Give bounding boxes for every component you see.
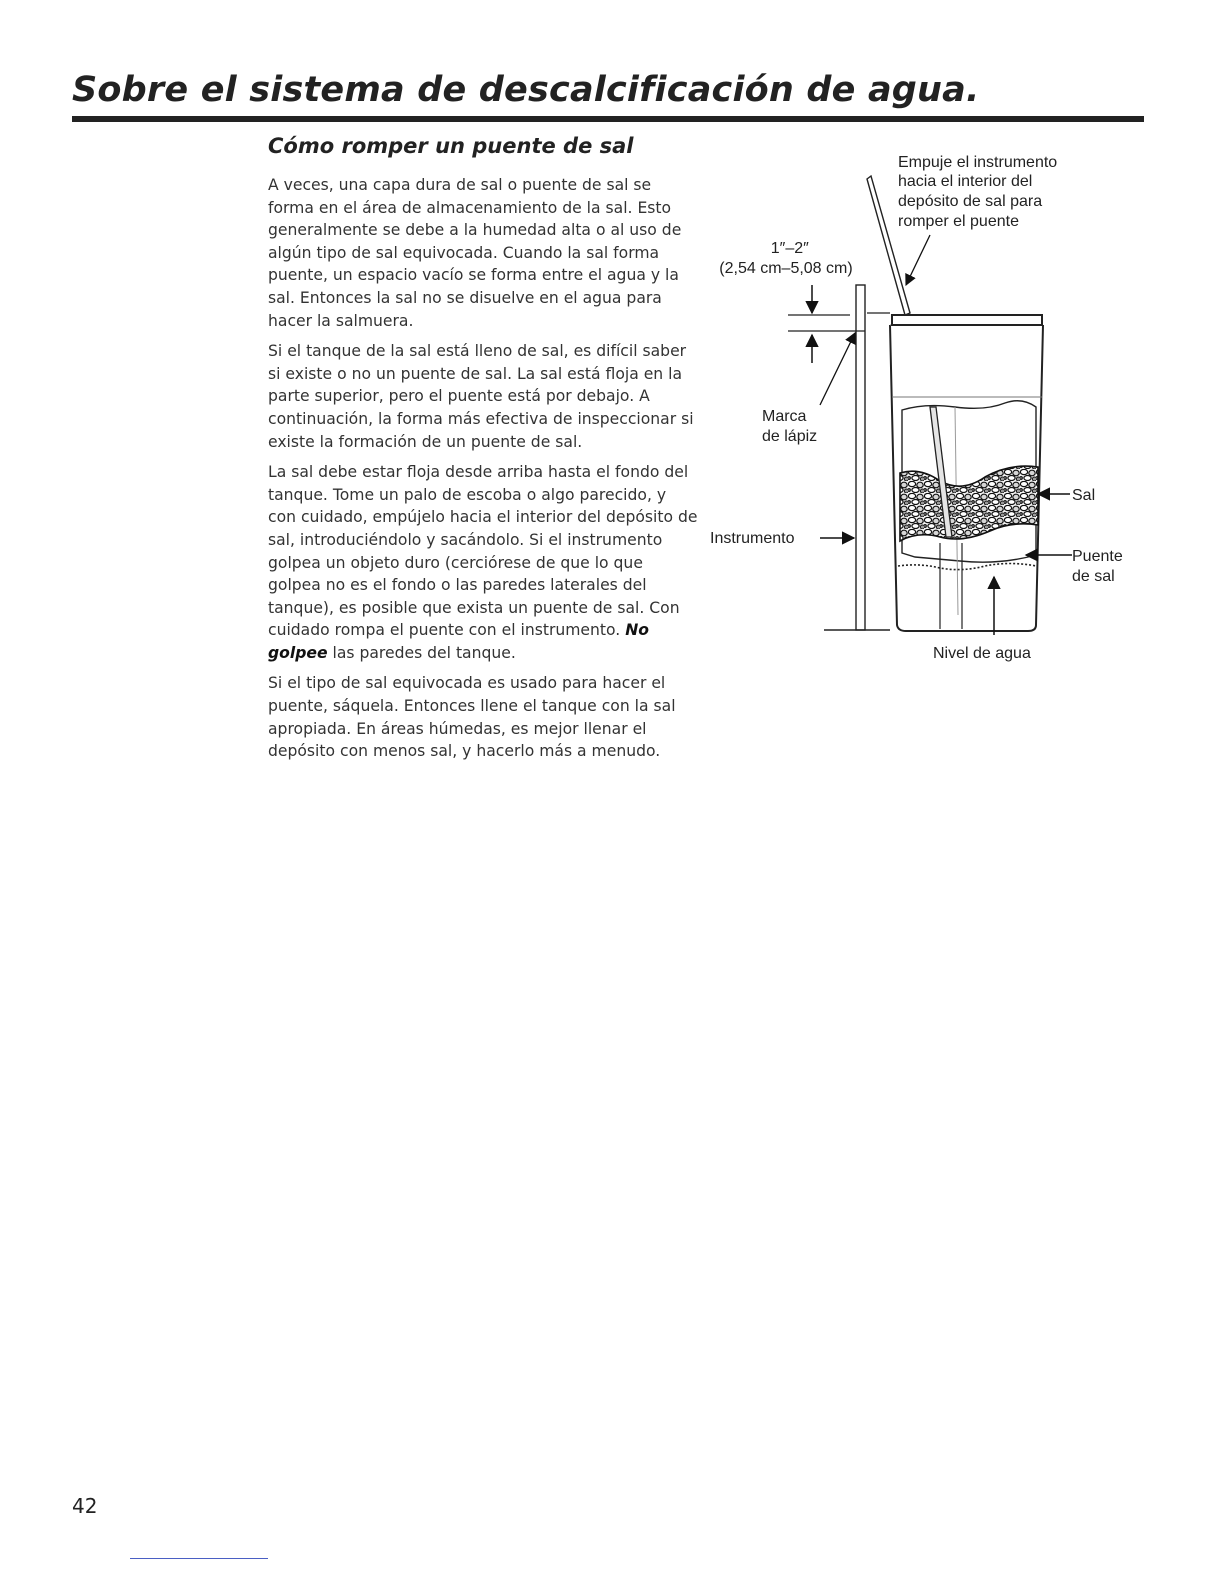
paragraph-2: Si el tanque de la sal está lleno de sal, es difícil saber si existe o no un puente de sal. La sal está floja en la parte superior, pero el puente está por debajo. A continuación, la forma más efectiva de inspeccionar si existe la formación de un puente de sal. xyxy=(268,342,694,451)
pencil-arrow xyxy=(820,333,855,405)
tool-label: Instrumento xyxy=(710,530,795,547)
paragraph-3 xyxy=(268,461,698,664)
page-number: 42 xyxy=(72,1494,98,1518)
warning-emphasis: No golpee xyxy=(268,621,649,662)
title-rule xyxy=(72,116,1144,122)
measure-label: 1″–2″ (2,54 cm–5,08 cm) xyxy=(719,240,853,277)
body-text xyxy=(268,174,698,771)
salt-bridge-diagram xyxy=(700,145,1160,675)
instrument xyxy=(856,285,865,630)
pencil-label: Marca de lápiz xyxy=(762,408,818,445)
warning-rest: las paredes del tanque. xyxy=(327,643,516,662)
paragraph-4: Si el tipo de sal equivocada es usado para hacer el puente, sáquela. Entonces llene el tanque con la sal apropiada. En áreas húmedas, es mejor llenar el depósito con menos sal, y hacerlo más a menudo. xyxy=(268,674,676,761)
page-title: Sobre el sistema de descalcificación de agua. xyxy=(72,70,980,110)
push-arrow xyxy=(906,235,930,285)
footer-rule xyxy=(130,1558,268,1559)
paragraph-3-text: La sal debe estar floja desde arriba hasta el fondo del tanque. Tome un palo de escoba o algo parecido, y con cuidado, empújelo hacia el interior del depósito de sal, introduciéndolo y sacándolo. Si el instrumento golpea un objeto duro (cerciórese de que lo que golpea no es el fondo o las paredes laterales del tanque), es posible que exista un puente de sal. Con cuidado rompa el puente con el instrumento. xyxy=(268,463,698,640)
paragraph-1: A veces, una capa dura de sal o puente de sal se forma en el área de almacenamiento de la sal. Esto generalmente se debe a la humedad alta o al uso de algún tipo de sal equivocada. Cuando la sal forma puente, un espacio vacío se forma entre el agua y la sal. Entonces la sal no se disuelve en el agua para hacer la salmuera. xyxy=(268,176,682,330)
bridge-label: Puente de sal xyxy=(1072,548,1123,585)
section-heading: Cómo romper un puente de sal xyxy=(268,134,634,158)
push-label: Empuje el instrumento hacia el interior del depósito de sal para romper el puente xyxy=(898,154,1058,230)
water-label: Nivel de agua xyxy=(933,645,1031,662)
salt-label: Sal xyxy=(1072,487,1096,504)
